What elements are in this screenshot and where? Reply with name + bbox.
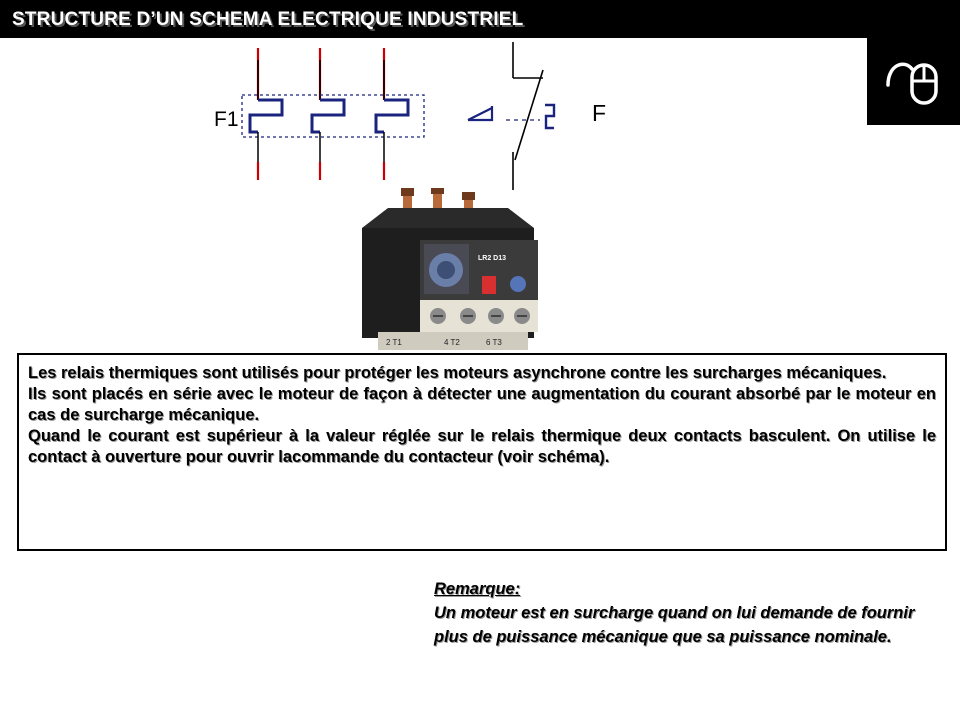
remark-title: Remarque: <box>434 580 521 598</box>
thermal-relay-photo <box>358 188 548 354</box>
relay-label: F1 <box>214 108 239 131</box>
terminal-label-3: 6 T3 <box>486 338 502 347</box>
mouse-icon <box>882 55 946 109</box>
terminal-label-1: 2 T1 <box>386 338 402 347</box>
auxiliary-contact <box>468 42 554 190</box>
remark-text: Un moteur est en surcharge quand on lui demande de fournir plus de puissance mécanique que sa puissance nominale. <box>434 604 915 646</box>
relay-power-contacts <box>242 48 424 180</box>
relay-schematic <box>200 40 560 195</box>
model-label: LR2 D13 <box>478 255 507 262</box>
top-strip <box>648 0 960 38</box>
title-bar <box>0 0 648 38</box>
description-paragraph: Ils sont placés en série avec le moteur de façon à détecter une augmentation du courant absorbé par le moteur en cas de surcharge mécanique. <box>28 385 936 424</box>
nav-button[interactable] <box>867 38 960 125</box>
description-paragraph: Quand le courant est supérieur à la valeur réglée sur le relais thermique deux contacts basculent. On utilise le contact à ouverture pour ouvrir lacommande du contacteur (voir schéma). <box>28 427 936 466</box>
description-box <box>17 353 947 551</box>
terminal-label-2: 4 T2 <box>444 338 460 347</box>
remark-section <box>434 577 934 649</box>
contact-label: F <box>592 100 607 126</box>
page-title: STRUCTURE D’UN SCHEMA ELECTRIQUE INDUSTRIEL <box>12 9 524 30</box>
description-paragraph: Les relais thermiques sont utilisés pour protéger les moteurs asynchrone contre les surcharges mécaniques. <box>28 364 887 382</box>
